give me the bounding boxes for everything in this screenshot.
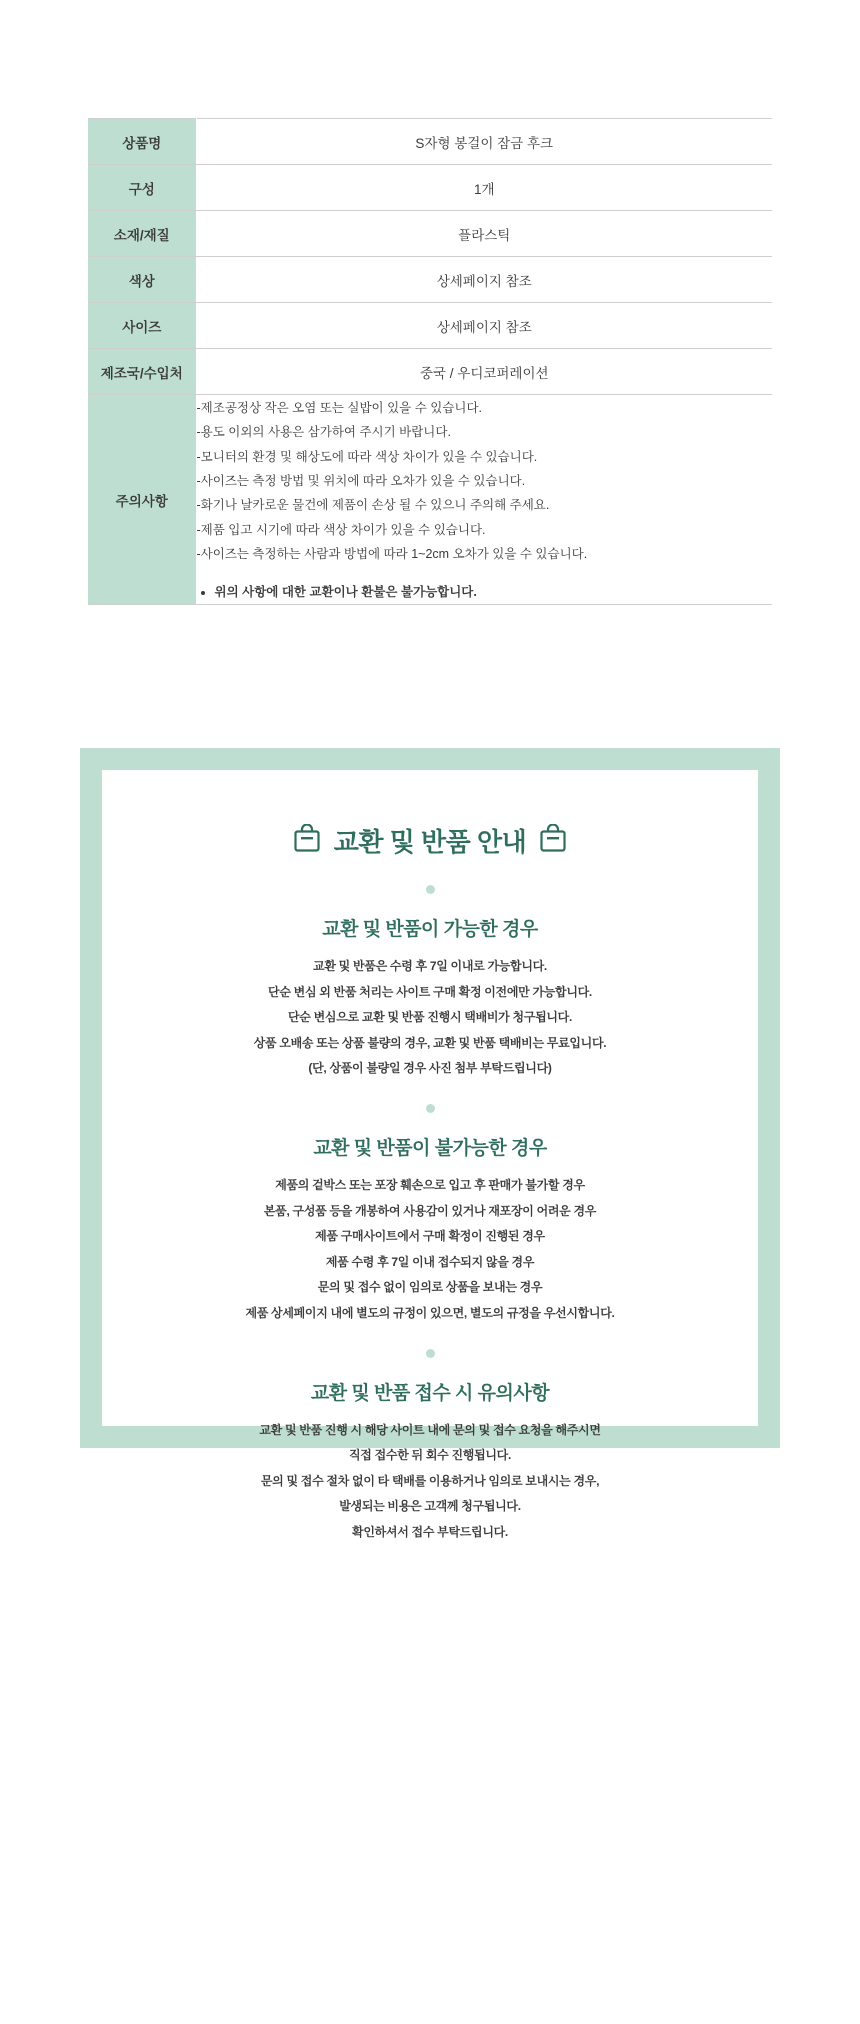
section-title: 교환 및 반품 접수 시 유의사항	[310, 1382, 550, 1404]
spec-table	[88, 118, 772, 605]
notice-line: -사이즈는 측정하는 사람과 방법에 따라 1~2cm 오차가 있을 수 있습니다.	[196, 547, 588, 562]
spec-label: 상품명	[88, 119, 196, 165]
notice-line: -제조공정상 작은 오염 또는 실밥이 있을 수 있습니다.	[196, 400, 483, 415]
policy-line: 문의 및 접수 없이 임의로 상품을 보내는 경우	[317, 1280, 543, 1295]
section-divider-dot	[426, 1349, 435, 1358]
policy-line: 단순 변심으로 교환 및 반품 진행시 택배비가 청구됩니다.	[288, 1010, 572, 1025]
notice-line: -제품 입고 시기에 따라 색상 차이가 있을 수 있습니다.	[196, 522, 486, 537]
section-title: 교환 및 반품이 불가능한 경우	[313, 1137, 547, 1159]
return-policy-panel	[80, 748, 780, 1539]
table-row	[88, 257, 772, 303]
policy-line: 제품 수령 후 7일 이내 접수되지 않을 경우	[325, 1254, 535, 1269]
policy-line: 직접 접수한 뒤 회수 진행됩니다.	[349, 1448, 511, 1463]
spec-value: 플라스틱	[196, 211, 772, 257]
shopping-bag-icon	[540, 824, 566, 857]
list-item: • 위의 사항에 대한 교환이나 환불은 불가능합니다.	[215, 581, 773, 604]
spec-value: 상세페이지 참조	[196, 257, 772, 303]
policy-line: 교환 및 반품은 수령 후 7일 이내로 가능합니다.	[313, 959, 547, 973]
table-row	[88, 303, 772, 349]
notice-label: 주의사항	[88, 395, 196, 605]
policy-line: 확인하셔서 접수 부탁드립니다.	[352, 1524, 508, 1539]
notice-line: -사이즈는 측정 방법 및 위치에 따라 오차가 있을 수 있습니다.	[196, 474, 526, 489]
product-spec-table	[88, 118, 772, 605]
section-body	[142, 1421, 718, 1542]
spec-label: 사이즈	[88, 303, 196, 349]
notice-bullet-list	[197, 581, 773, 604]
section-title: 교환 및 반품이 가능한 경우	[322, 919, 538, 940]
spec-label: 제조국/수입처	[88, 349, 196, 395]
policy-line: 제품 구매사이트에서 구매 확정이 진행된 경우	[315, 1229, 545, 1244]
policy-line: 제품의 겉박스 또는 포장 훼손으로 입고 후 판매가 불가할 경우	[275, 1177, 585, 1192]
section-body	[142, 1176, 718, 1323]
spec-label: 색상	[88, 257, 196, 303]
section-body	[142, 957, 718, 1078]
policy-line: 발생되는 비용은 고객께 청구됩니다.	[339, 1499, 521, 1514]
policy-line: (단, 상품이 불량일 경우 사진 첨부 부탁드립니다)	[308, 1061, 552, 1076]
policy-line: 단순 변심 외 반품 처리는 사이트 구매 확정 이전에만 가능합니다.	[268, 984, 592, 999]
return-policy-inner	[102, 770, 758, 1539]
policy-line: 본품, 구성품 등을 개봉하여 사용감이 있거나 재포장이 어려운 경우	[263, 1203, 597, 1218]
notice-line: -용도 이외의 사용은 삼가하여 주시기 바랍니다.	[196, 425, 451, 440]
spec-table-body	[88, 119, 772, 605]
table-row-notice	[88, 395, 772, 605]
shopping-bag-icon	[294, 824, 320, 857]
spec-label: 구성	[88, 165, 196, 211]
spec-value: 1개	[196, 165, 772, 211]
spec-label: 소재/재질	[88, 211, 196, 257]
spec-value: 상세페이지 참조	[196, 303, 772, 349]
spec-value: 중국 / 우디코퍼레이션	[196, 349, 772, 395]
notice-line: -화기나 날카로운 물건에 제품이 손상 될 수 있으니 주의해 주세요.	[196, 498, 550, 513]
panel-title	[142, 822, 718, 859]
notice-line: -모니터의 환경 및 해상도에 따라 색상 차이가 있을 수 있습니다.	[196, 449, 538, 464]
table-row	[88, 349, 772, 395]
policy-line: 상품 오배송 또는 상품 불량의 경우, 교환 및 반품 택배비는 무료입니다.	[253, 1035, 607, 1050]
section-divider-dot	[426, 1104, 435, 1113]
policy-line: 문의 및 접수 절차 없이 타 택배를 이용하거나 임의로 보내시는 경우,	[260, 1473, 600, 1488]
page-title: 교환 및 반품 안내	[333, 827, 527, 857]
policy-line: 제품 상세페이지 내에 별도의 규정이 있으면, 별도의 규정을 우선시합니다.	[245, 1305, 615, 1320]
section-divider-dot	[426, 885, 435, 894]
notice-value	[196, 395, 772, 605]
table-row	[88, 165, 772, 211]
spec-value: S자형 봉걸이 잠금 후크	[196, 119, 772, 165]
policy-line: 교환 및 반품 진행 시 해당 사이트 내에 문의 및 접수 요청을 해주시면	[259, 1422, 601, 1437]
table-row	[88, 211, 772, 257]
table-row	[88, 119, 772, 165]
